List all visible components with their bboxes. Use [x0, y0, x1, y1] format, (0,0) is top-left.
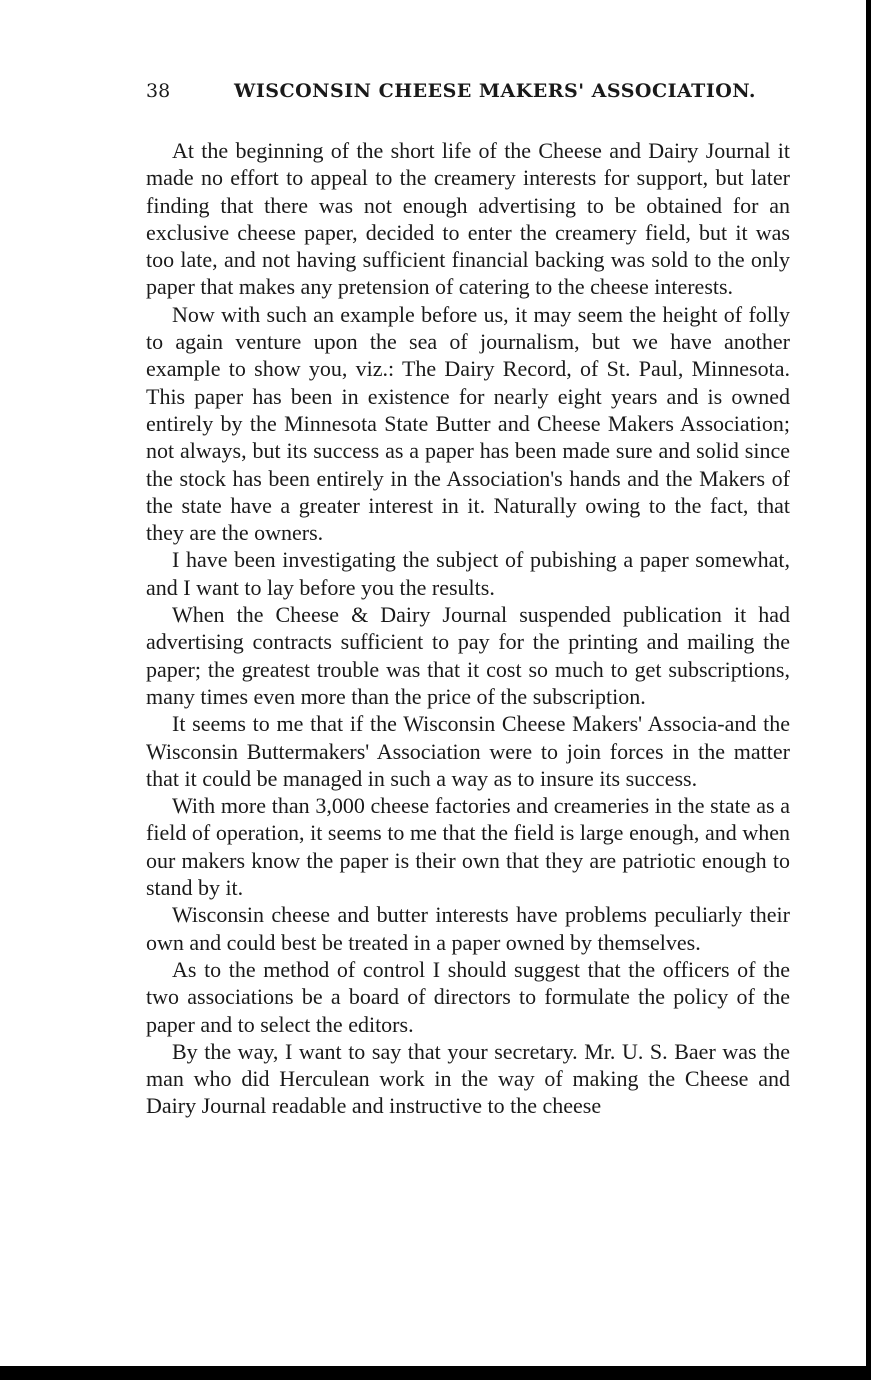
page-header: [146, 80, 757, 102]
paragraph: When the Cheese & Dairy Journal suspended publication it had advertising contracts sufficient to pay for the printing and mailing the paper; the greatest trouble was that it cost so much to get subscriptions, many times even more than the price of the subscription.: [146, 602, 790, 709]
paragraph: With more than 3,000 cheese factories and creameries in the state as a field of operation, it seems to me that the field is large enough, and when our makers know the paper is their own that they are patriotic enough to stand by it.: [146, 793, 790, 901]
paragraph: As to the method of control I should suggest that the officers of the two associations be a board of directors to formulate the policy of the paper and to select the editors.: [146, 956, 790, 1037]
paragraph: Wisconsin cheese and butter interests have problems peculiarly their own and could best be treated in a paper owned by themselves.: [146, 902, 790, 955]
article-body: [146, 137, 790, 1120]
paragraph: Now with such an example before us, it may seem the height of folly to again venture upon the sea of journalism, but we have another example to show you, viz.: The Dairy Record, of St. Paul, Minnesota. This paper has been in existence for nearly eight years and is owned entirely by the Minnesota State Butter and Cheese Makers Association; not always, but its success as a paper has been made sure and solid since the stock has been entirely in the Association's hands and the Makers of the state have a greater interest in it. Naturally owing to the fact, that they are the owners.: [146, 301, 790, 546]
page-number: 38: [146, 80, 171, 102]
paragraph: I have been investigating the subject of pubishing a paper somewhat, and I want to lay before you the results.: [146, 547, 790, 600]
scan-edge-bottom: [0, 1366, 871, 1380]
paragraph: At the beginning of the short life of the Cheese and Dairy Journal it made no effort to appeal to the creamery interests for support, but later finding that there was not enough advertising to be obtained for an exclusive cheese paper, decided to enter the creamery field, but it was too late, and not having sufficient financial backing was sold to the only paper that makes any pretension of catering to the cheese interests.: [146, 138, 790, 300]
running-title: WISCONSIN CHEESE MAKERS' ASSOCIATION.: [234, 80, 757, 102]
scan-edge-right: [866, 0, 871, 1380]
paragraph: By the way, I want to say that your secretary. Mr. U. S. Baer was the man who did Herculean work in the way of making the Cheese and Dairy Journal readable and instructive to the cheese: [146, 1038, 790, 1119]
paragraph: It seems to me that if the Wisconsin Cheese Makers' Associa-and the Wisconsin Buttermakers' Association were to join forces in the matter that it could be managed in such a way as to insure its success.: [146, 711, 790, 791]
